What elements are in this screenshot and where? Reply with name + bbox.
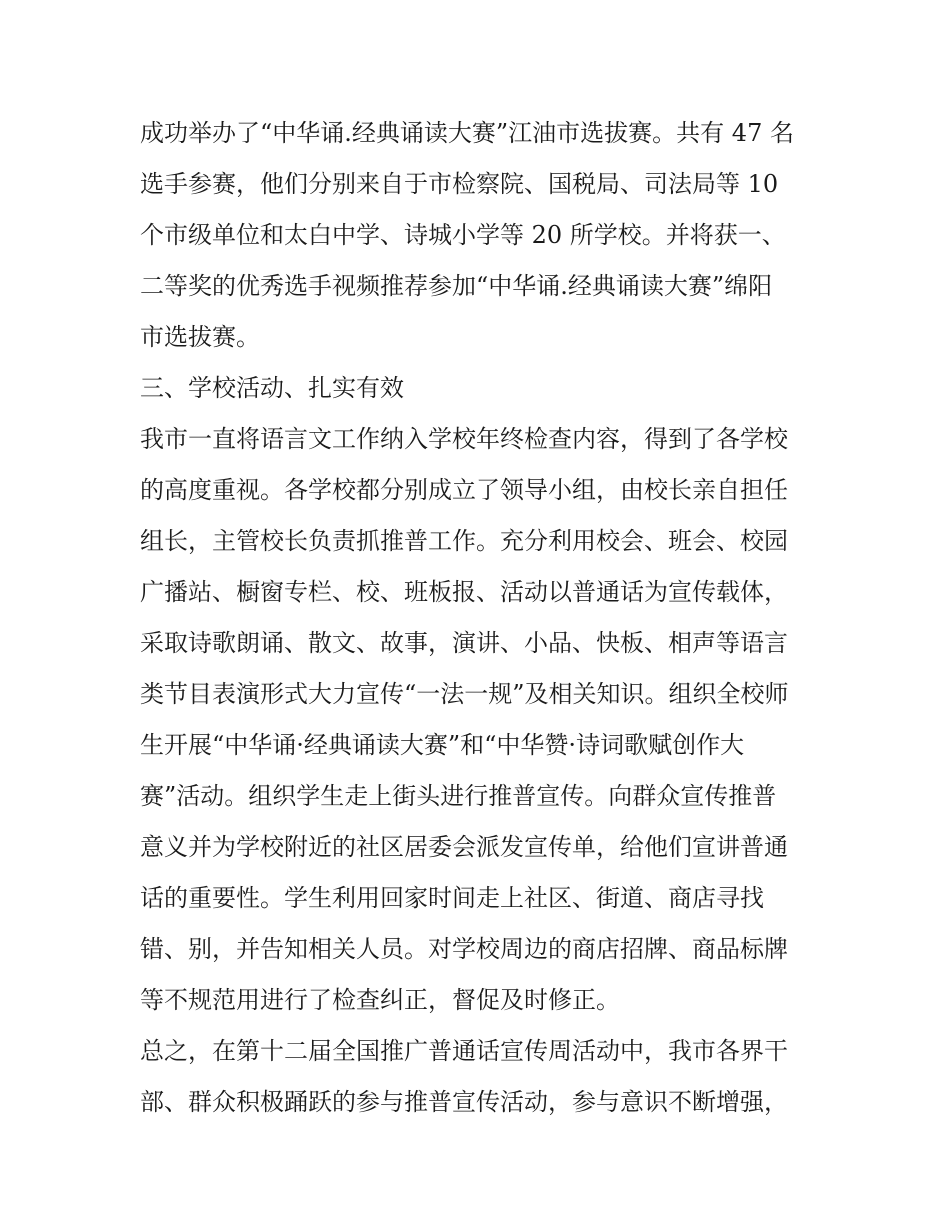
section-heading: 三、学校活动、扎实有效 [140,374,404,402]
text-line: 总之，在第十二届全国推广普通话宣传周活动中，我市各界干 [140,1037,788,1065]
text-line: 错、别，并告知相关人员。对学校周边的商店招牌、商品标牌 [140,935,788,963]
text-line: 意义并为学校附近的社区居委会派发宣传单，给他们宣讲普通 [140,833,788,861]
text-line: 类节目表演形式大力宣传“一法一规”及相关知识。组织全校师 [140,680,789,708]
text-line: 我市一直将语言文工作纳入学校年终检查内容，得到了各学校 [140,425,788,453]
text-line: 组长，主管校长负责抓推普工作。充分利用校会、班会、校园 [140,527,788,555]
text-line: 部、群众积极踊跃的参与推普宣传活动，参与意识不断增强， [140,1088,788,1116]
text-line: 广播站、橱窗专栏、校、班板报、活动以普通话为宣传载体， [140,578,788,606]
text-line: 的高度重视。各学校都分别成立了领导小组，由校长亲自担任 [140,476,788,504]
text-line: 二等奖的优秀选手视频推荐参加“中华诵.经典诵读大赛”绵阳 [140,272,773,300]
text-line: 选手参赛，他们分别来自于市检察院、国税局、司法局等 10 [140,170,779,198]
text-line: 采取诗歌朗诵、散文、故事，演讲、小品、快板、相声等语言 [140,629,788,657]
text-line: 生开展“中华诵·经典诵读大赛”和“中华赞·诗词歌赋创作大 [140,731,745,759]
text-line: 成功举办了“中华诵.经典诵读大赛”江油市选拔赛。共有 47 名 [140,119,794,147]
text-line: 赛”活动。组织学生走上街头进行推普宣传。向群众宣传推普 [140,782,777,810]
text-line: 等不规范用进行了检查纠正，督促及时修正。 [140,986,620,1014]
text-line: 个市级单位和太白中学、诗城小学等 20 所学校。并将获一、 [140,221,786,249]
text-line: 市选拔赛。 [140,323,260,351]
text-line: 话的重要性。学生利用回家时间走上社区、街道、商店寻找 [140,884,764,912]
body-text [140,108,820,1128]
